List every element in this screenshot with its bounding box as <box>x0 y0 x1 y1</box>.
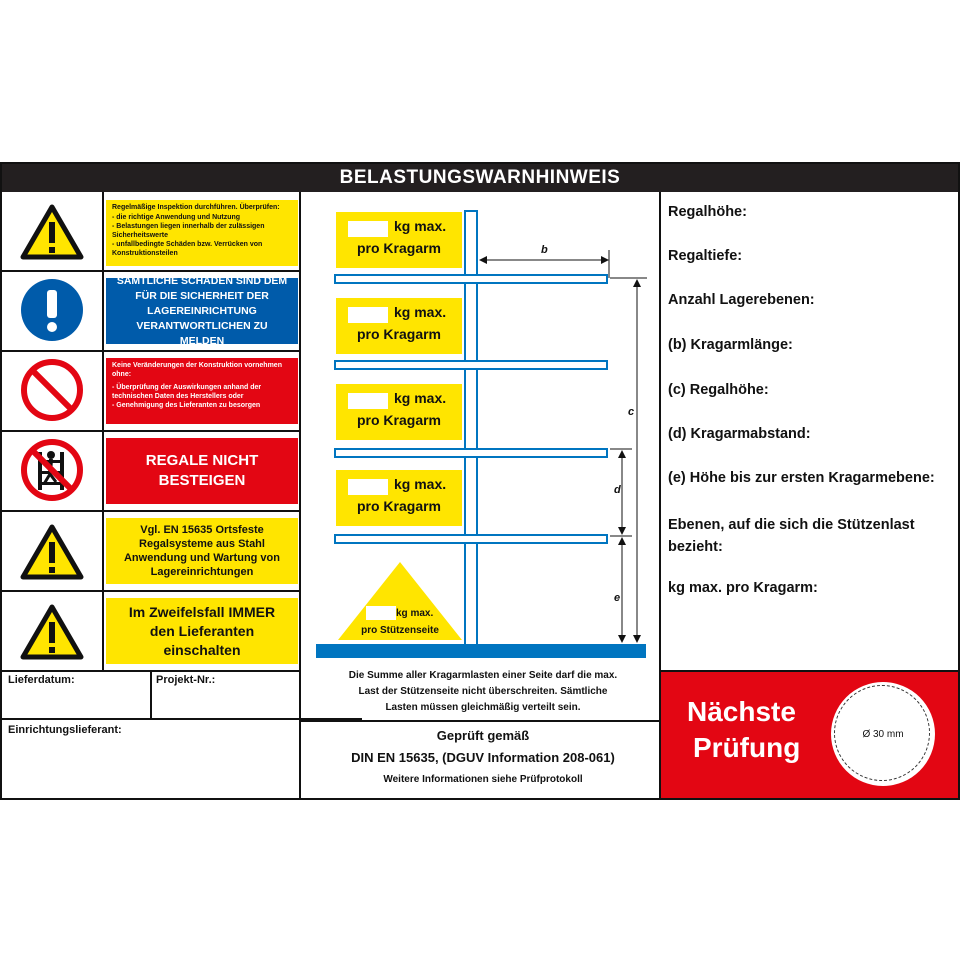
checked-info: Weitere Informationen siehe Prüfprotokoll <box>383 774 583 785</box>
next-inspection-panel <box>661 672 958 798</box>
spec-storage-levels: Anzahl Lagerebenen: <box>668 292 815 308</box>
warning-triangle-icon <box>20 604 84 660</box>
load-warning-sign <box>0 162 960 800</box>
fill-in-field <box>348 221 388 237</box>
inspection-sticker-area <box>831 682 935 786</box>
fill-in-field <box>348 479 388 495</box>
project-number-label: Projekt-Nr.: <box>156 674 216 686</box>
standard-note: Vgl. EN 15635 Ortsfeste Regalsysteme aus Stahl Anwendung und Wartung von Lagereinrichtungen <box>106 518 298 584</box>
checked-title: Geprüft gemäß <box>436 728 530 743</box>
inspection-item: - unfallbedingte Schäden bzw. Verrücken von Konstruktionsteilen <box>112 240 292 258</box>
per-arm-text: pro Kragarm <box>356 412 442 428</box>
arm-load-label <box>336 470 462 526</box>
divider <box>2 350 300 352</box>
dimension-lines <box>472 244 652 644</box>
kg-max-text: kg max. <box>394 218 447 234</box>
arm-load-label <box>336 384 462 440</box>
supplier-label: Einrichtungslieferant: <box>8 724 122 736</box>
dimension-c-label: c <box>628 406 635 418</box>
changes-item: - Überprüfung der Auswirkungen anhand der technischen Daten des Herstellers oder <box>112 383 292 401</box>
kg-max-text: kg max. <box>394 304 447 320</box>
inspection-item: - die richtige Anwendung und Nutzung <box>112 213 292 222</box>
load-sum-note: Die Summe aller Kragarmlasten einer Seite darf die max. Last der Stützenseite nicht überschreiten. Sämtliche Lasten müssen gleichmäßig verteilt sein. <box>348 670 618 713</box>
rack-base <box>316 644 646 658</box>
column-kg-max-text: kg max. <box>396 608 434 619</box>
changes-note <box>106 358 298 424</box>
fill-in-field <box>348 393 388 409</box>
divider <box>299 720 661 722</box>
damages-note: SÄMTLICHE SCHÄDEN SIND DEM FÜR DIE SICHERHEIT DER LAGEREINRICHTUNG VERANTWORTLICHEN ZU MELDEN <box>106 278 298 344</box>
warning-triangle-icon <box>20 524 84 580</box>
changes-item: - Genehmigung des Lieferanten zu besorgen <box>112 401 292 410</box>
sticker-size-label: Ø 30 mm <box>862 728 904 740</box>
no-climbing-note: REGALE NICHT BESTEIGEN <box>106 438 298 504</box>
spec-kg-per-arm: kg max. pro Kragarm: <box>668 580 818 596</box>
divider <box>2 510 300 512</box>
spec-arm-spacing: (d) Kragarmabstand: <box>668 426 811 442</box>
per-arm-text: pro Kragarm <box>356 326 442 342</box>
sign-title: BELASTUNGSWARNHINWEIS <box>2 164 958 192</box>
spec-rack-height: Regalhöhe: <box>668 204 747 220</box>
changes-intro: Keine Veränderungen der Konstruktion vornehmen ohne: <box>112 362 282 378</box>
spec-height-c: (c) Regalhöhe: <box>668 382 769 398</box>
prohibition-icon <box>20 358 84 422</box>
next-inspection-line2: Prüfung <box>693 732 801 763</box>
divider <box>2 270 300 272</box>
kg-max-text: kg max. <box>394 476 447 492</box>
inspection-intro: Regelmäßige Inspektion durchführen. Überprüfen: <box>112 204 280 211</box>
dimension-d-label: d <box>614 484 621 496</box>
per-arm-text: pro Kragarm <box>356 240 442 256</box>
fill-in-field <box>348 307 388 323</box>
no-climbing-icon <box>20 438 84 502</box>
spec-rack-depth: Regaltiefe: <box>668 248 743 264</box>
divider <box>2 590 300 592</box>
dimension-e-label: e <box>614 592 621 604</box>
spec-column-load-levels: Ebenen, auf die sich die Stützenlast bezieht: <box>668 517 915 555</box>
inspection-item: - Belastungen liegen innerhalb der zulässigen Sicherheitswerte <box>112 222 292 240</box>
divider <box>150 670 152 720</box>
spec-arm-length: (b) Kragarmlänge: <box>668 337 793 353</box>
dimension-b-label: b <box>541 244 548 256</box>
arm-load-label <box>336 212 462 268</box>
inspection-note <box>106 200 298 266</box>
divider <box>299 192 301 798</box>
exclamation-mandatory-icon <box>20 278 84 342</box>
per-arm-text: pro Kragarm <box>356 498 442 514</box>
spec-first-level-height: (e) Höhe bis zur ersten Kragarmebene: <box>668 470 935 486</box>
next-inspection-line1: Nächste <box>687 696 796 727</box>
warning-triangle-icon <box>20 204 84 260</box>
delivery-date-label: Lieferdatum: <box>8 674 75 686</box>
doubt-note: Im Zweifelsfall IMMER den Lieferanten einschalten <box>106 598 298 664</box>
checked-standard: DIN EN 15635, (DGUV Information 208-061) <box>351 750 615 765</box>
per-column-side-text: pro Stützenseite <box>361 625 439 636</box>
divider <box>2 430 300 432</box>
arm-load-label <box>336 298 462 354</box>
kg-max-text: kg max. <box>394 390 447 406</box>
